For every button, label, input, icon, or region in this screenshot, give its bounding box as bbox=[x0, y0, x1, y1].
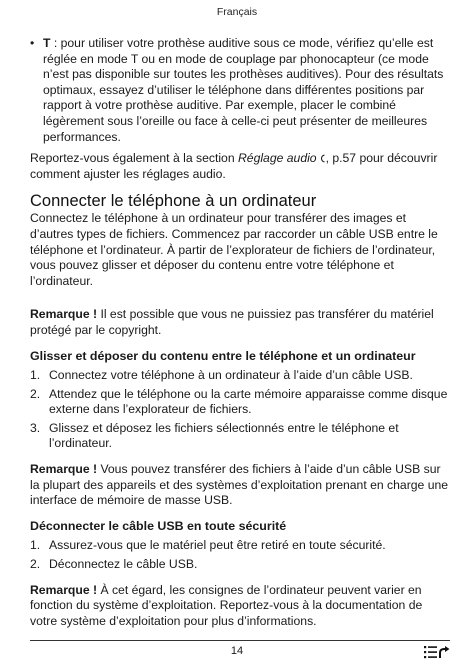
step-number: 3. bbox=[30, 420, 41, 435]
drag-drop-steps bbox=[30, 368, 450, 452]
bullet-marker: • bbox=[30, 36, 35, 50]
step-number: 2. bbox=[30, 386, 41, 401]
list-item bbox=[30, 538, 450, 554]
list-item bbox=[30, 421, 450, 452]
note-label: Remarque ! bbox=[30, 462, 98, 477]
reference-paragraph bbox=[30, 151, 450, 182]
step-text: Connectez votre téléphone à un ordinateur à l’aide d’un câble USB. bbox=[49, 368, 413, 383]
page-content bbox=[30, 36, 450, 629]
note-usb-transfer bbox=[30, 462, 450, 509]
list-item bbox=[30, 557, 450, 573]
bullet-item-t-mode bbox=[30, 36, 450, 145]
section-body: Connectez le téléphone à un ordinateur pour transférer des images et d’autres types de fichiers. Commencez par raccorder un câble USB entre le téléphone et l’ordinateur. À partir de l’explorateur de fichiers de l’ordinateur, vous pouvez glisser et déposer du contenu entre votre téléphone et l’ordinateur. bbox=[30, 211, 438, 288]
note-operating-system bbox=[30, 583, 450, 630]
section-title: Connecter le téléphone à un ordinateur bbox=[30, 192, 317, 211]
note-label: Remarque ! bbox=[30, 307, 98, 322]
page-number: 14 bbox=[230, 645, 244, 657]
subsection-title-disconnect: Déconnecter le câble USB en toute sécurité bbox=[30, 518, 287, 533]
step-text: Attendez que le téléphone ou la carte mémoire apparaisse comme disque externe dans l’explorateur de fichiers. bbox=[49, 386, 448, 417]
list-item bbox=[30, 368, 450, 384]
reference-link-audio-settings[interactable]: Réglage audio bbox=[237, 151, 317, 166]
disconnect-steps bbox=[30, 538, 450, 572]
bullet-text: : pour utiliser votre prothèse auditive sous ce mode, vérifiez qu’elle est réglée en mode T ou en mode de couplage par phonocapteur (ce mode n’est pas disponible sur toutes les prothèses auditives). Pour des résultats optimaux, essayez d’utiliser le téléphone dans différentes positions par rapport à votre prothèse auditive. Par exemple, placer le combiné légèrement sous l’oreille ou face à celle-ci peut présenter de meilleures performances. bbox=[43, 36, 444, 144]
footer-divider bbox=[30, 640, 450, 641]
step-text: Glissez et déposez les fichiers sélectionnés entre le téléphone et l’ordinateur. bbox=[49, 420, 399, 451]
step-text: Assurez-vous que le matériel peut être retiré en toute sécurité. bbox=[49, 538, 386, 553]
step-number: 2. bbox=[30, 557, 41, 572]
page-reference-icon bbox=[319, 154, 326, 163]
reference-after: , p.57 pour découvrir comment ajuster les réglages audio. bbox=[30, 151, 438, 181]
reference-before: Reportez-vous également à la section bbox=[30, 151, 238, 166]
subsection-title-drag-drop: Glisser et déposer du contenu entre le téléphone et un ordinateur bbox=[30, 348, 416, 363]
note-text: Il est possible que vous ne puissiez pas transférer du matériel protégé par le copyright. bbox=[30, 307, 434, 337]
table-of-contents-return-icon[interactable] bbox=[424, 645, 450, 661]
note-text: Vous pouvez transférer des fichiers à l’aide d’un câble USB sur la plupart des appareils et des systèmes d’exploitation prenant en charge une interface de mémoire de masse USB. bbox=[30, 462, 449, 508]
note-label: Remarque ! bbox=[30, 582, 98, 597]
step-text: Déconnectez le câble USB. bbox=[49, 557, 198, 572]
note-text: À cet égard, les consignes de l’ordinateur peuvent varier en fonction du système d’exploitation. Reportez-vous à la documentation de votre système d’exploitation pour plus d’informations. bbox=[30, 582, 423, 628]
step-number: 1. bbox=[30, 538, 41, 553]
bullet-label: T bbox=[43, 36, 51, 50]
step-number: 1. bbox=[30, 368, 41, 383]
page-header-language: Français bbox=[216, 6, 258, 18]
note-copyright bbox=[30, 307, 450, 338]
list-item bbox=[30, 387, 450, 418]
